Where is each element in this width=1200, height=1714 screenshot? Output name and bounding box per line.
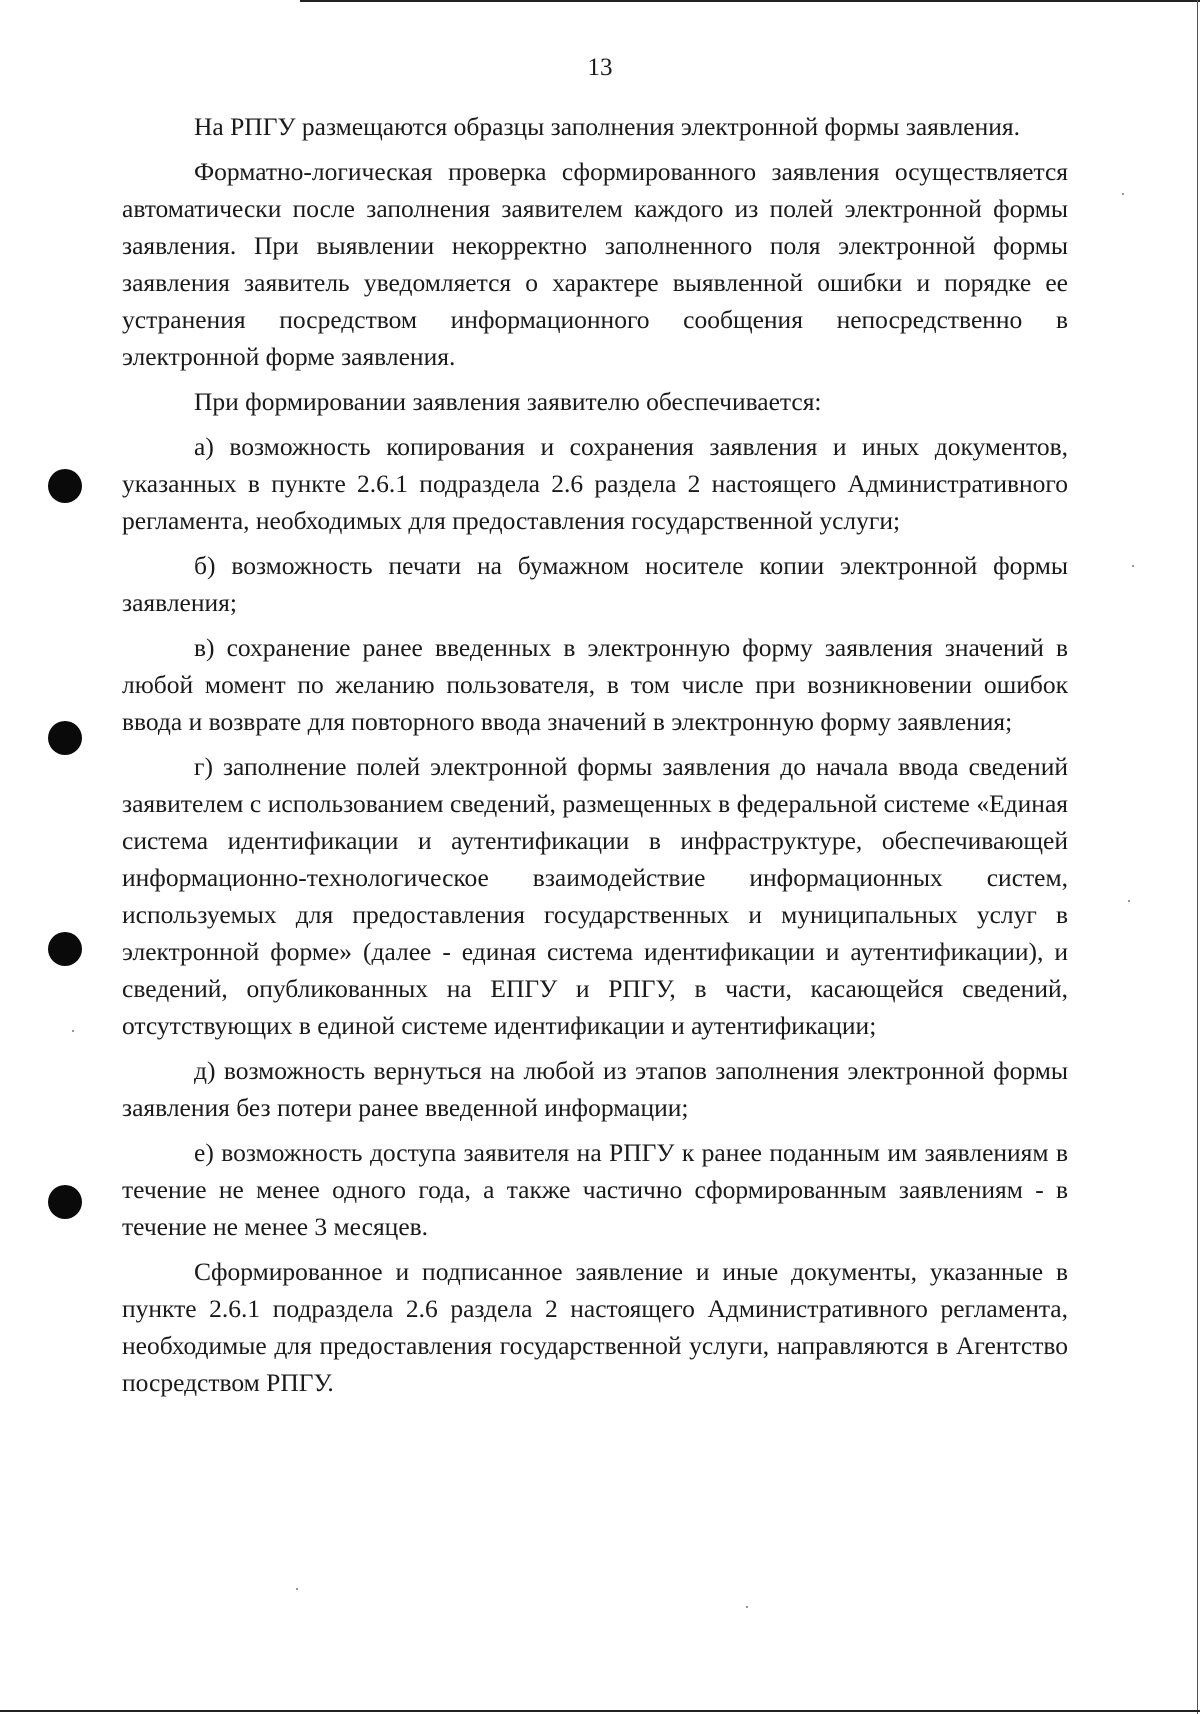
paragraph-samples: На РПГУ размещаются образцы заполнения электронной формы заявления. (194, 112, 1021, 141)
punch-hole-3 (48, 932, 82, 966)
list-item-a: а) возможность копирования и сохранения заявления и иных документов, указанных в пункте 2.6.1 подраздела 2.6 раздела 2 настоящего Административного регламента, необходимых для предоставления государственной услуги; (122, 432, 1068, 535)
list-item-v: в) сохранение ранее введенных в электронную форму заявления значений в любой момент по желанию пользователя, в том числе при возникновении ошибок ввода и возврате для повторного ввода значений в электронную форму заявления; (122, 633, 1068, 736)
list-item-b: б) возможность печати на бумажном носителе копии электронной формы заявления; (122, 551, 1068, 617)
list-item-g: г) заполнение полей электронной формы заявления до начала ввода сведений заявителем с использованием сведений, размещенных в федеральной системе «Единая система идентификации и аутентификации в инфраструктуре, обеспечивающей информационно-технологическое взаимодействие информационных систем, используемых для предоставления государственных и муниципальных услуг в электронной форме» (далее - единая система идентификации и аутентификации), и сведений, опубликованных на ЕПГУ и РПГУ, в части, касающейся сведений, отсутствующих в единой системе идентификации и аутентификации; (122, 752, 1068, 1040)
scan-speck (1132, 565, 1134, 567)
paragraph-provided-features: При формировании заявления заявителю обеспечивается: (194, 387, 822, 416)
scan-speck (746, 1606, 748, 1608)
scan-speck (1122, 193, 1124, 195)
page-number: 13 (587, 54, 613, 81)
scan-speck (1128, 900, 1130, 902)
paragraph-submission: Сформированное и подписанное заявление и иные документы, указанные в пункте 2.6.1 подраздела 2.6 раздела 2 настоящего Административного регламента, необходимые для предоставления государственной услуги, направляются в Агентство посредством РПГУ. (122, 1257, 1068, 1397)
document-body (122, 108, 1068, 1409)
punch-hole-2 (48, 721, 82, 755)
scan-speck (296, 1588, 298, 1590)
punch-hole-1 (48, 469, 82, 503)
scan-speck (72, 1030, 74, 1032)
punch-hole-4 (48, 1185, 82, 1219)
scan-edge-top (300, 0, 1200, 2)
scan-edge-right (1197, 0, 1198, 1714)
list-item-d: д) возможность вернуться на любой из этапов заполнения электронной формы заявления без потери ранее введенной информации; (122, 1056, 1068, 1122)
scan-edge-bottom (0, 1710, 1200, 1712)
paragraph-format-check: Форматно-логическая проверка сформированного заявления осуществляется автоматически после заполнения заявителем каждого из полей электронной формы заявления. При выявлении некорректно заполненного поля электронной формы заявления заявитель уведомляется о характере выявленной ошибки и порядке ее устранения посредством информационного сообщения непосредственно в электронной форме заявления. (122, 157, 1068, 371)
list-item-e: е) возможность доступа заявителя на РПГУ к ранее поданным им заявлениям в течение не менее одного года, а также частично сформированным заявлениям - в течение не менее 3 месяцев. (122, 1138, 1068, 1241)
